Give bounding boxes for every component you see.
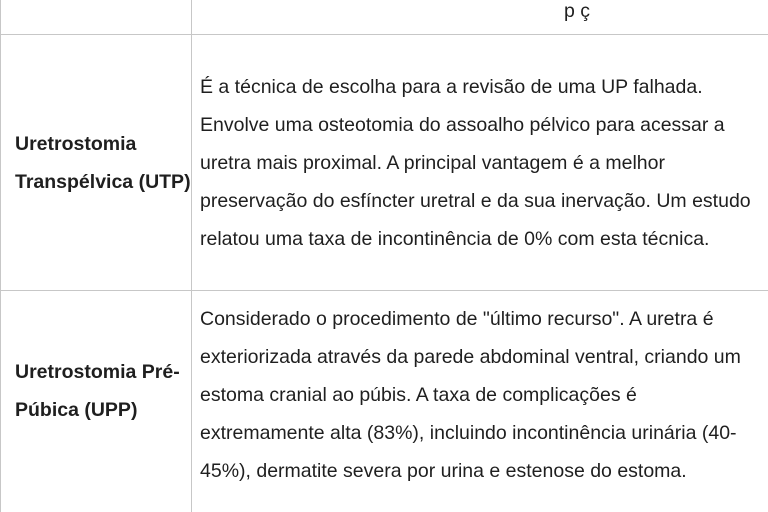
row-label-cell <box>1 0 192 35</box>
row-label-utp: Uretrostomia Transpélvica (UTP) <box>1 35 192 291</box>
row-description-upp: Considerado o procedimento de "último recurso". A uretra é exteriorizada através da parede abdominal ventral, criando um estoma cranial ao púbis. A taxa de complicações é extremamente alta (83%), incluindo incontinência urinária (40-45%), dermatite severa por urina e estenose do estoma. <box>192 291 768 512</box>
clipped-text-fragment: p ç <box>563 0 590 21</box>
row-content-cell <box>192 0 768 35</box>
row-label-upp: Uretrostomia Pré-Púbica (UPP) <box>1 291 192 512</box>
table-row <box>1 0 768 35</box>
table-row-upp <box>1 291 768 512</box>
row-description-utp: É a técnica de escolha para a revisão de uma UP falhada. Envolve uma osteotomia do assoalho pélvico para acessar a uretra mais proximal. A principal vantagem é a melhor preservação do esfíncter uretral e da sua inervação. Um estudo relatou uma taxa de incontinência de 0% com esta técnica. <box>192 35 768 291</box>
table-row-utp <box>1 35 768 291</box>
